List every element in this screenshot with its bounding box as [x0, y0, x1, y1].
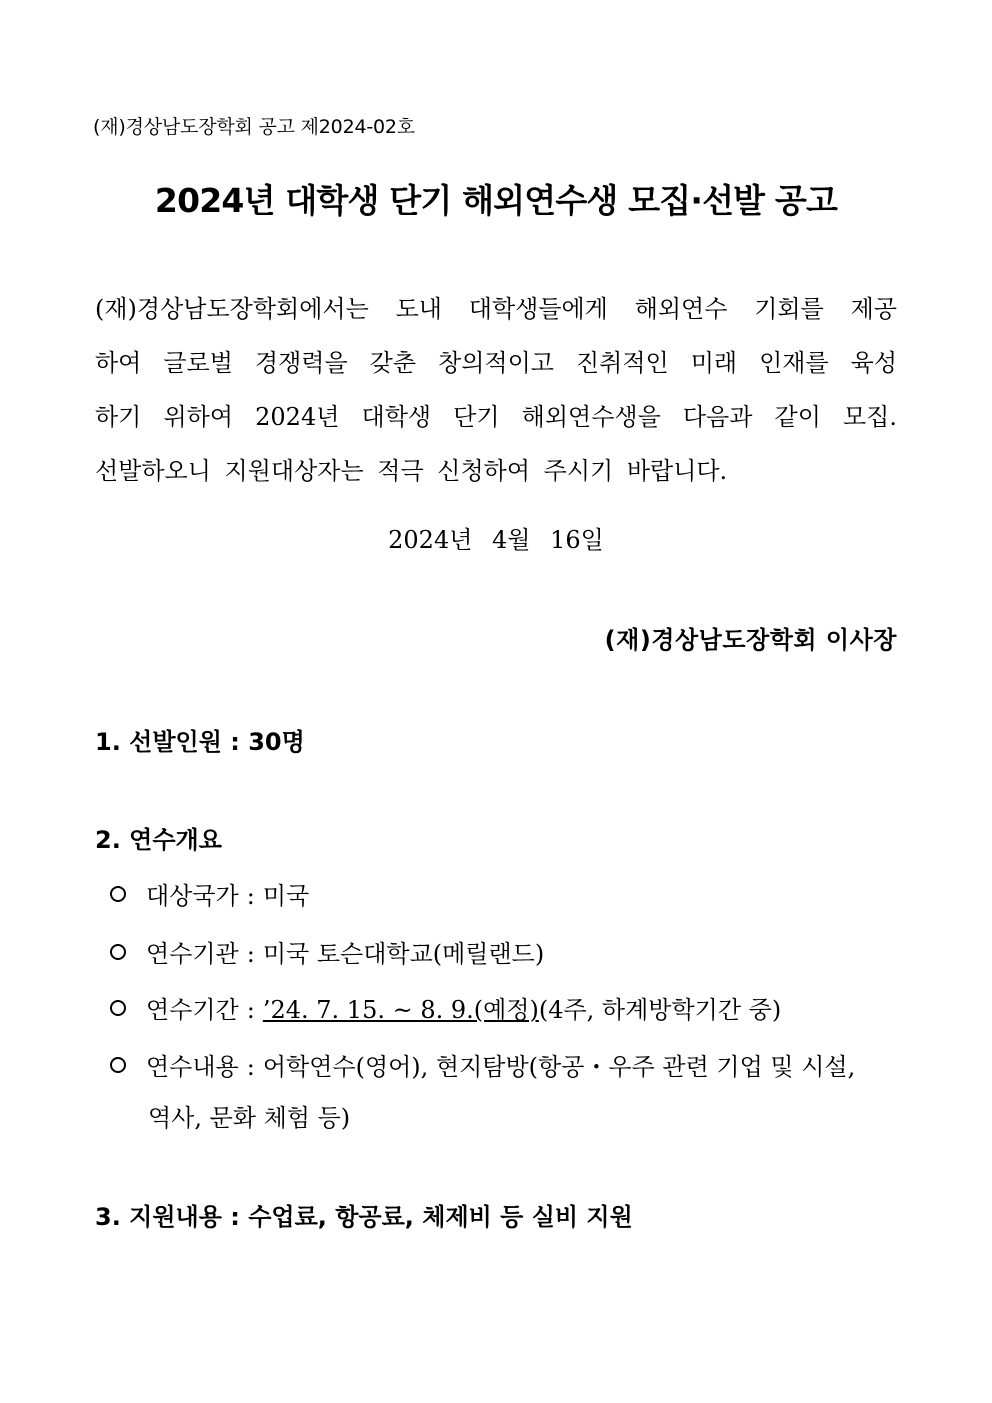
overview-item-country: [110, 876, 897, 911]
circle-bullet-icon: [110, 944, 126, 960]
overview-item-content-continued: 역사, 문화 체험 등): [148, 1104, 351, 1132]
intro-paragraph: [95, 282, 897, 498]
item-separator: :: [246, 996, 255, 1024]
intro-line: (재)경상남도장학회에서는 도내 대학생들에게 해외연수 기회를 제공: [95, 295, 897, 323]
circle-bullet-icon: [110, 1000, 126, 1016]
item-label: 연수기간: [146, 996, 239, 1024]
circle-bullet-icon: [110, 1057, 126, 1073]
item-separator: :: [246, 940, 255, 968]
intro-line: 선발하오니 지원대상자는 적극 신청하여 주시기 바랍니다.: [95, 457, 728, 485]
page-title: 2024년 대학생 단기 해외연수생 모집·선발 공고: [154, 181, 838, 220]
item-value: 어학연수(영어), 현지탐방(항공・우주 관련 기업 및 시설,: [262, 1053, 856, 1081]
item-value: 미국 토슨대학교(메릴랜드): [262, 940, 545, 968]
notice-number: (재)경상남도장학회 공고 제2024-02호: [93, 116, 415, 138]
circle-bullet-icon: [110, 886, 126, 902]
item-value: 미국: [262, 882, 310, 910]
item-separator: :: [246, 882, 255, 910]
item-separator: :: [246, 1053, 255, 1081]
item-label: 대상국가: [146, 882, 239, 910]
intro-line: 하여 글로벌 경쟁력을 갖춘 창의적이고 진취적인 미래 인재를 육성: [95, 349, 897, 377]
item-label: 연수기관: [146, 940, 239, 968]
item-label: 연수내용: [146, 1053, 239, 1081]
notice-date: 2024년 4월 16일: [388, 526, 604, 554]
overview-item-institution: [110, 934, 897, 969]
item-value-period-note: (4주, 하계방학기간 중): [538, 996, 782, 1024]
overview-item-content: [110, 1047, 897, 1082]
section-support: 3. 지원내용 : 수업료, 항공료, 체제비 등 실비 지원: [95, 1203, 633, 1231]
signer: (재)경상남도장학회 이사장: [604, 626, 897, 654]
intro-line: 하기 위하여 2024년 대학생 단기 해외연수생을 다음과 같이 모집.: [95, 403, 897, 431]
item-value-period-dates: ’24. 7. 15. ~ 8. 9.(예정): [262, 996, 539, 1024]
section-recruitment-count: 1. 선발인원 : 30명: [95, 728, 305, 756]
overview-item-period: [110, 990, 897, 1025]
section-overview-heading: 2. 연수개요: [95, 826, 222, 854]
